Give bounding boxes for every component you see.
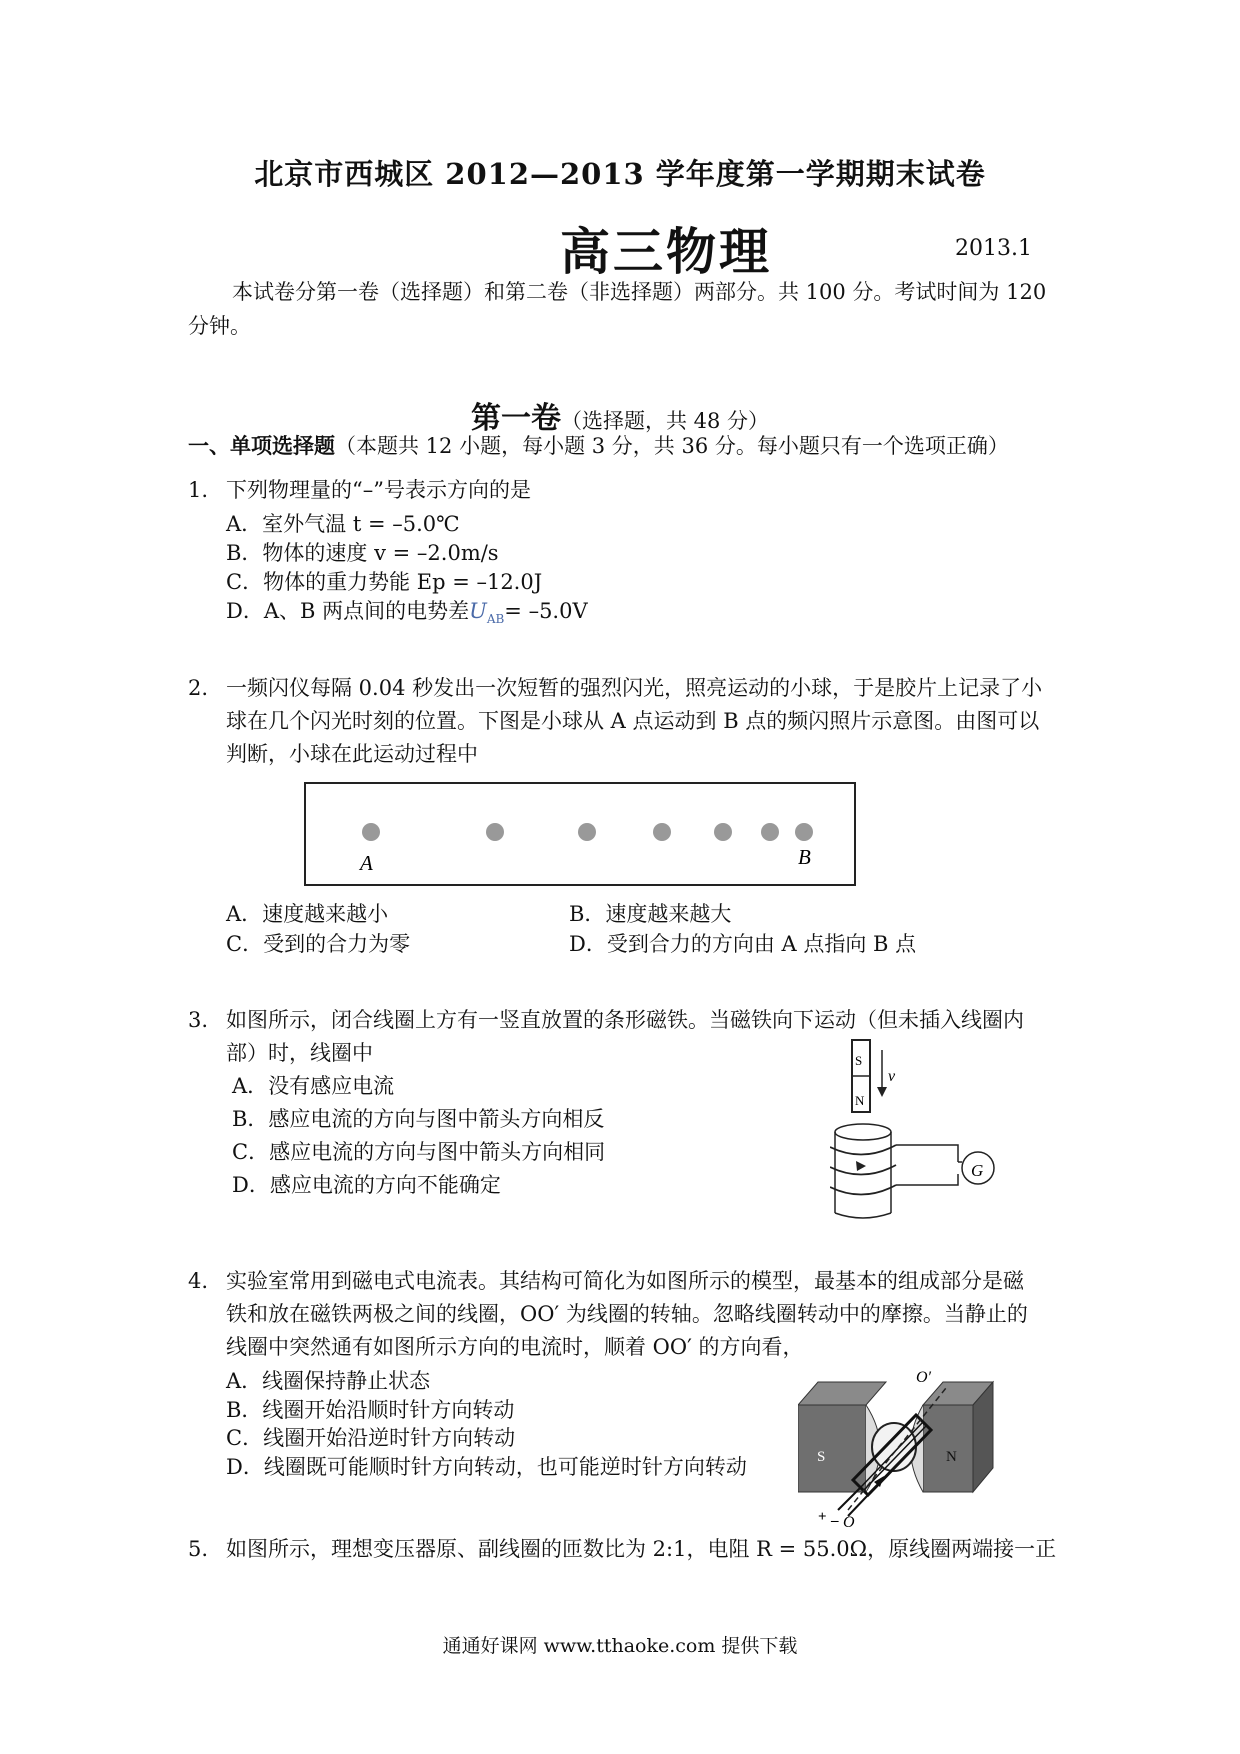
ball-dot-7 [795, 823, 813, 841]
axis-label-o-prime: O′ [916, 1370, 932, 1386]
q3-option-a: A．没有感应电流 [232, 1074, 395, 1098]
section-title: 第一卷 [470, 401, 561, 436]
q3-number: 3. [188, 1008, 209, 1032]
q3-stem-line-2: 部）时，线圈中 [226, 1041, 373, 1065]
intro-line-2: 分钟。 [188, 314, 251, 338]
strobe-photo-figure [300, 780, 860, 890]
pole-n-label: N [946, 1449, 957, 1465]
q4-stem-line-2: 铁和放在磁铁两极之间的线圈，OO′ 为线圈的转轴。忽略线圈转动中的摩擦。当静止的 [226, 1302, 1028, 1326]
velocity-arrow [877, 1087, 887, 1097]
q4-option-b: B．线圈开始沿顺时针方向转动 [226, 1398, 515, 1422]
q1-option-a: A．室外气温 t = –5.0℃ [226, 512, 460, 536]
coil-turn-1 [830, 1145, 896, 1155]
q2-stem-line-2: 球在几个闪光时刻的位置。下图是小球从 A 点运动到 B 点的频闪照片示意图。由图可以 [226, 709, 1040, 733]
magnet-s-top [798, 1382, 886, 1405]
exam-title: 北京市西城区 2012—2013 学年度第一学期期末试卷 [254, 157, 986, 191]
q2-stem-line-1: 一频闪仪每隔 0.04 秒发出一次短暂的强烈闪光，照亮运动的小球，于是胶片上记录了小 [226, 676, 1043, 700]
subject-title: 高三物理 [560, 222, 772, 281]
ball-dot-1 [362, 823, 380, 841]
ball-dot-2 [486, 823, 504, 841]
q3-option-c: C．感应电流的方向与图中箭头方向相同 [232, 1140, 606, 1164]
terminal-minus: – [831, 1513, 839, 1528]
label-a: A [360, 851, 373, 875]
q2-option-c: C．受到的合力为零 [226, 932, 411, 956]
iron-core [872, 1423, 916, 1471]
ball-dot-5 [714, 823, 732, 841]
q3-stem-line-1: 如图所示，闭合线圈上方有一竖直放置的条形磁铁。当磁铁向下运动（但未插入线圈内 [226, 1008, 1024, 1032]
galvanometer-model-figure [798, 1370, 998, 1528]
coil-turn-3 [830, 1185, 896, 1195]
q4-number: 4. [188, 1269, 209, 1293]
pole-s-label: S [817, 1449, 826, 1465]
ball-dot-4 [653, 823, 671, 841]
q2-stem-line-3: 判断，小球在此运动过程中 [226, 742, 478, 766]
galvanometer-label: G [971, 1161, 984, 1180]
velocity-label: v [888, 1068, 896, 1085]
label-b: B [798, 845, 811, 869]
q4-option-c: C．线圈开始沿逆时针方向转动 [226, 1426, 516, 1450]
q2-option-d: D．受到合力的方向由 A 点指向 B 点 [569, 932, 917, 956]
q1-option-d-prefix: D．A、B 两点间的电势差 [226, 599, 470, 623]
q1-option-b: B．物体的速度 v = –2.0m/s [226, 541, 499, 565]
exam-date: 2013.1 [955, 236, 1032, 261]
q1-stem: 下列物理量的“–”号表示方向的是 [226, 478, 531, 502]
section-note: （选择题，共 48 分） [560, 409, 770, 433]
magnet-pole-s: S [855, 1053, 863, 1068]
q3-option-b: B．感应电流的方向与图中箭头方向相反 [232, 1107, 605, 1131]
q1-option-d-suffix: = –5.0V [504, 599, 588, 623]
q5-number: 5. [188, 1537, 209, 1561]
q4-stem-line-3: 线圈中突然通有如图所示方向的电流时，顺着 OO′ 的方向看， [226, 1335, 804, 1359]
q4-option-a: A．线圈保持静止状态 [226, 1369, 431, 1393]
q5-stem-line-1: 如图所示，理想变压器原、副线圈的匝数比为 2:1，电阻 R = 55.0Ω，原线圈两端接一正 [226, 1537, 1057, 1561]
terminal-plus: + [818, 1509, 827, 1525]
q3-option-d: D．感应电流的方向不能确定 [232, 1173, 501, 1197]
q2-option-b: B．速度越来越大 [569, 902, 732, 926]
q4-option-d: D．线圈既可能顺时针方向转动，也可能逆时针方向转动 [226, 1455, 747, 1479]
q2-option-a: A．速度越来越小 [226, 902, 389, 926]
part-title: 一、单项选择题 [188, 433, 335, 458]
part-note: （本题共 12 小题，每小题 3 分，共 36 分。每小题只有一个选项正确） [335, 434, 1009, 458]
ball-dot-6 [761, 823, 779, 841]
q1-option-c: C．物体的重力势能 Ep = –12.0J [226, 570, 543, 594]
axis-label-o: O [843, 1514, 855, 1528]
magnet-pole-n: N [855, 1093, 865, 1108]
q4-stem-line-1: 实验室常用到磁电式电流表。其结构可简化为如图所示的模型，最基本的组成部分是磁 [226, 1269, 1024, 1293]
magnet-coil-figure [830, 1035, 1010, 1225]
q1-option-d-subscript: AB [486, 612, 505, 627]
q2-number: 2. [188, 676, 209, 700]
intro-line-1: 本试卷分第一卷（选择题）和第二卷（非选择题）两部分。共 100 分。考试时间为 120 [232, 280, 1047, 304]
ball-dot-3 [578, 823, 596, 841]
q1-option-d-symbol: U [469, 599, 487, 623]
page-footer: 通通好课网 www.tthaoke.com 提供下载 [442, 1635, 798, 1657]
current-arrow [856, 1161, 866, 1171]
q1-option-d [226, 595, 588, 626]
part-heading [188, 430, 1009, 462]
q1-number: 1. [188, 478, 209, 502]
